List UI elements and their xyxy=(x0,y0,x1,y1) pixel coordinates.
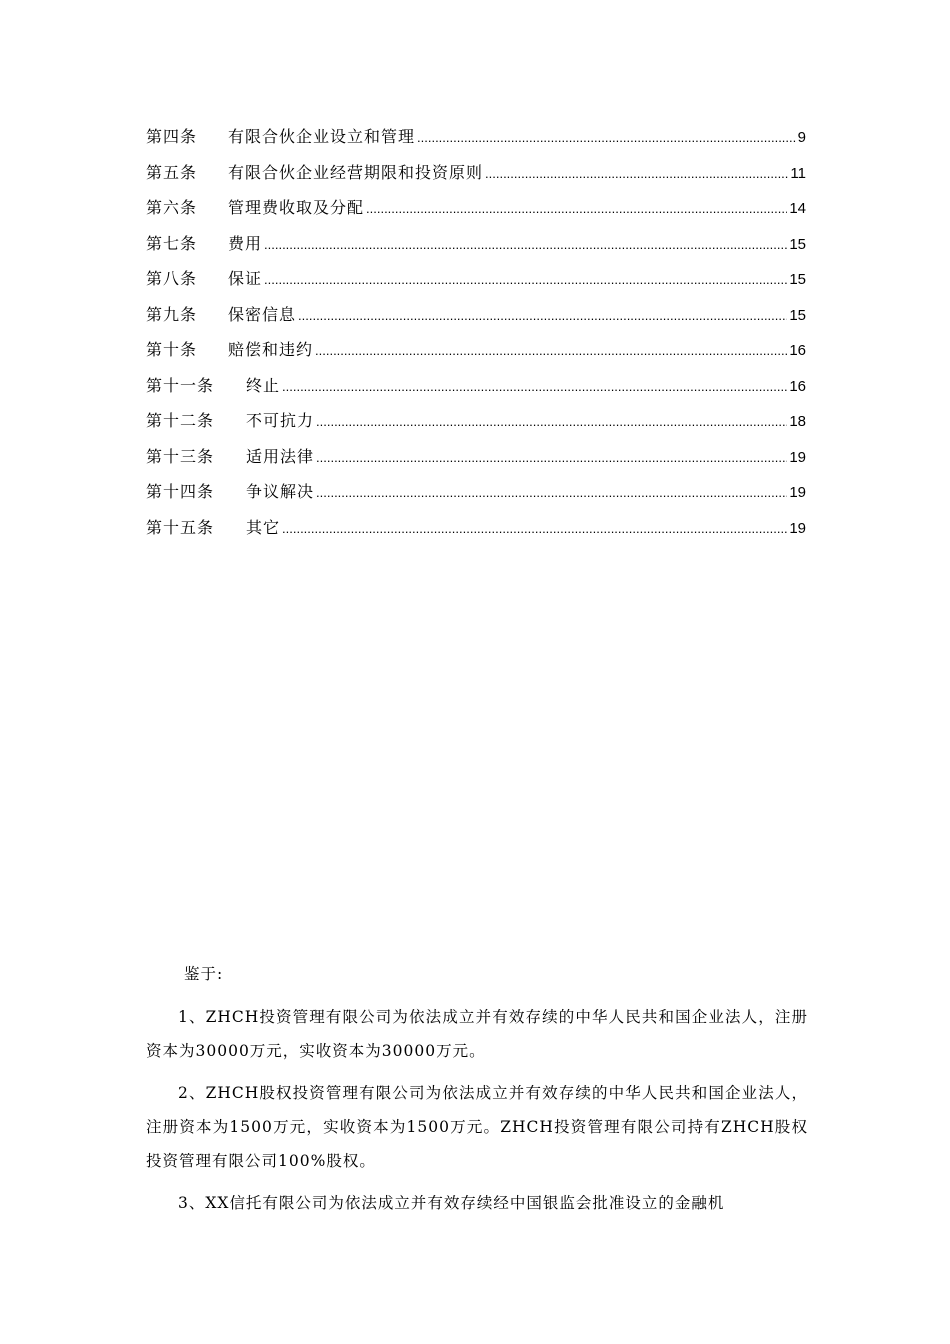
toc-page-number: 19 xyxy=(789,484,806,501)
toc-dot-leader xyxy=(316,485,787,500)
toc-page-number: 9 xyxy=(797,129,806,146)
toc-article-title: 争议解决 xyxy=(246,482,315,501)
toc-entry[interactable] xyxy=(146,302,806,338)
toc-article-title: 不可抗力 xyxy=(246,411,315,430)
toc-entry[interactable] xyxy=(146,373,806,409)
toc-article-number: 第十四条 xyxy=(146,482,215,501)
toc-article-title: 保证 xyxy=(228,269,263,288)
toc-entry[interactable] xyxy=(146,408,806,444)
toc-page-number: 18 xyxy=(789,413,806,430)
toc-page-number: 14 xyxy=(789,200,806,217)
toc-dot-leader xyxy=(417,130,796,145)
toc-article-number: 第五条 xyxy=(146,162,198,182)
recital-paragraph: 1、ZHCH投资管理有限公司为依法成立并有效存续的中华人民共和国企业法人，注册资本为30000万元，实收资本为30000万元。 xyxy=(146,1008,808,1060)
toc-dot-leader xyxy=(366,201,787,216)
toc-entry[interactable] xyxy=(146,231,806,267)
recital-paragraph: 2、ZHCH股权投资管理有限公司为依法成立并有效存续的中华人民共和国企业法人，注册资本为1500万元，实收资本为1500万元。ZHCH投资管理有限公司持有ZHCH股权投资管理有限公司100%股权。 xyxy=(146,1084,808,1170)
toc-entry[interactable] xyxy=(146,515,806,551)
toc-article-title: 有限合伙企业经营期限和投资原则 xyxy=(228,162,484,182)
toc-article-number: 第十二条 xyxy=(146,411,215,430)
toc-article-number: 第十一条 xyxy=(146,375,215,395)
toc-article-number: 第九条 xyxy=(146,304,198,324)
toc-article-number: 第八条 xyxy=(146,269,198,288)
toc-article-number: 第十条 xyxy=(146,340,198,359)
toc-article-title: 终止 xyxy=(246,375,281,395)
toc-article-number: 第十三条 xyxy=(146,446,215,466)
toc-page-number: 15 xyxy=(789,271,806,288)
toc-dot-leader xyxy=(298,308,787,323)
toc-dot-leader xyxy=(264,272,787,287)
toc-dot-leader xyxy=(282,379,787,394)
toc-entry[interactable] xyxy=(146,266,806,302)
toc-entry[interactable] xyxy=(146,160,806,196)
toc-article-number: 第六条 xyxy=(146,198,198,217)
toc-dot-leader xyxy=(282,521,787,536)
toc-entry[interactable] xyxy=(146,124,806,160)
toc-article-title: 管理费收取及分配 xyxy=(228,198,365,217)
toc-article-number: 第七条 xyxy=(146,233,198,253)
document-body xyxy=(146,962,808,1228)
toc-page-number: 15 xyxy=(789,235,806,253)
toc-page-number: 19 xyxy=(789,519,806,537)
toc-page-number: 15 xyxy=(789,306,806,324)
toc-article-title: 其它 xyxy=(246,517,281,537)
toc-article-title: 适用法律 xyxy=(246,446,315,466)
toc-entry[interactable] xyxy=(146,479,806,515)
toc-page-number: 16 xyxy=(789,377,806,395)
toc-dot-leader xyxy=(316,414,787,429)
toc-page-number: 11 xyxy=(790,164,806,182)
toc-article-number: 第四条 xyxy=(146,127,198,146)
toc-entry[interactable] xyxy=(146,444,806,480)
toc-dot-leader xyxy=(485,166,788,181)
toc-article-title: 有限合伙企业设立和管理 xyxy=(228,127,416,146)
recital-paragraph: 3、XX信托有限公司为依法成立并有效存续经中国银监会批准设立的金融机 xyxy=(178,1194,725,1212)
toc-dot-leader xyxy=(264,237,787,252)
toc-article-title: 费用 xyxy=(228,233,263,253)
toc-page-number: 19 xyxy=(789,448,806,466)
toc-page-number: 16 xyxy=(789,342,806,359)
toc-entry[interactable] xyxy=(146,337,806,373)
toc-entry[interactable] xyxy=(146,195,806,231)
toc-dot-leader xyxy=(315,343,787,358)
toc-article-title: 赔偿和违约 xyxy=(228,340,314,359)
toc-article-title: 保密信息 xyxy=(228,304,297,324)
toc-article-number: 第十五条 xyxy=(146,517,215,537)
table-of-contents xyxy=(146,124,806,550)
toc-dot-leader xyxy=(316,450,787,465)
whereas-heading: 鉴于: xyxy=(184,965,224,983)
